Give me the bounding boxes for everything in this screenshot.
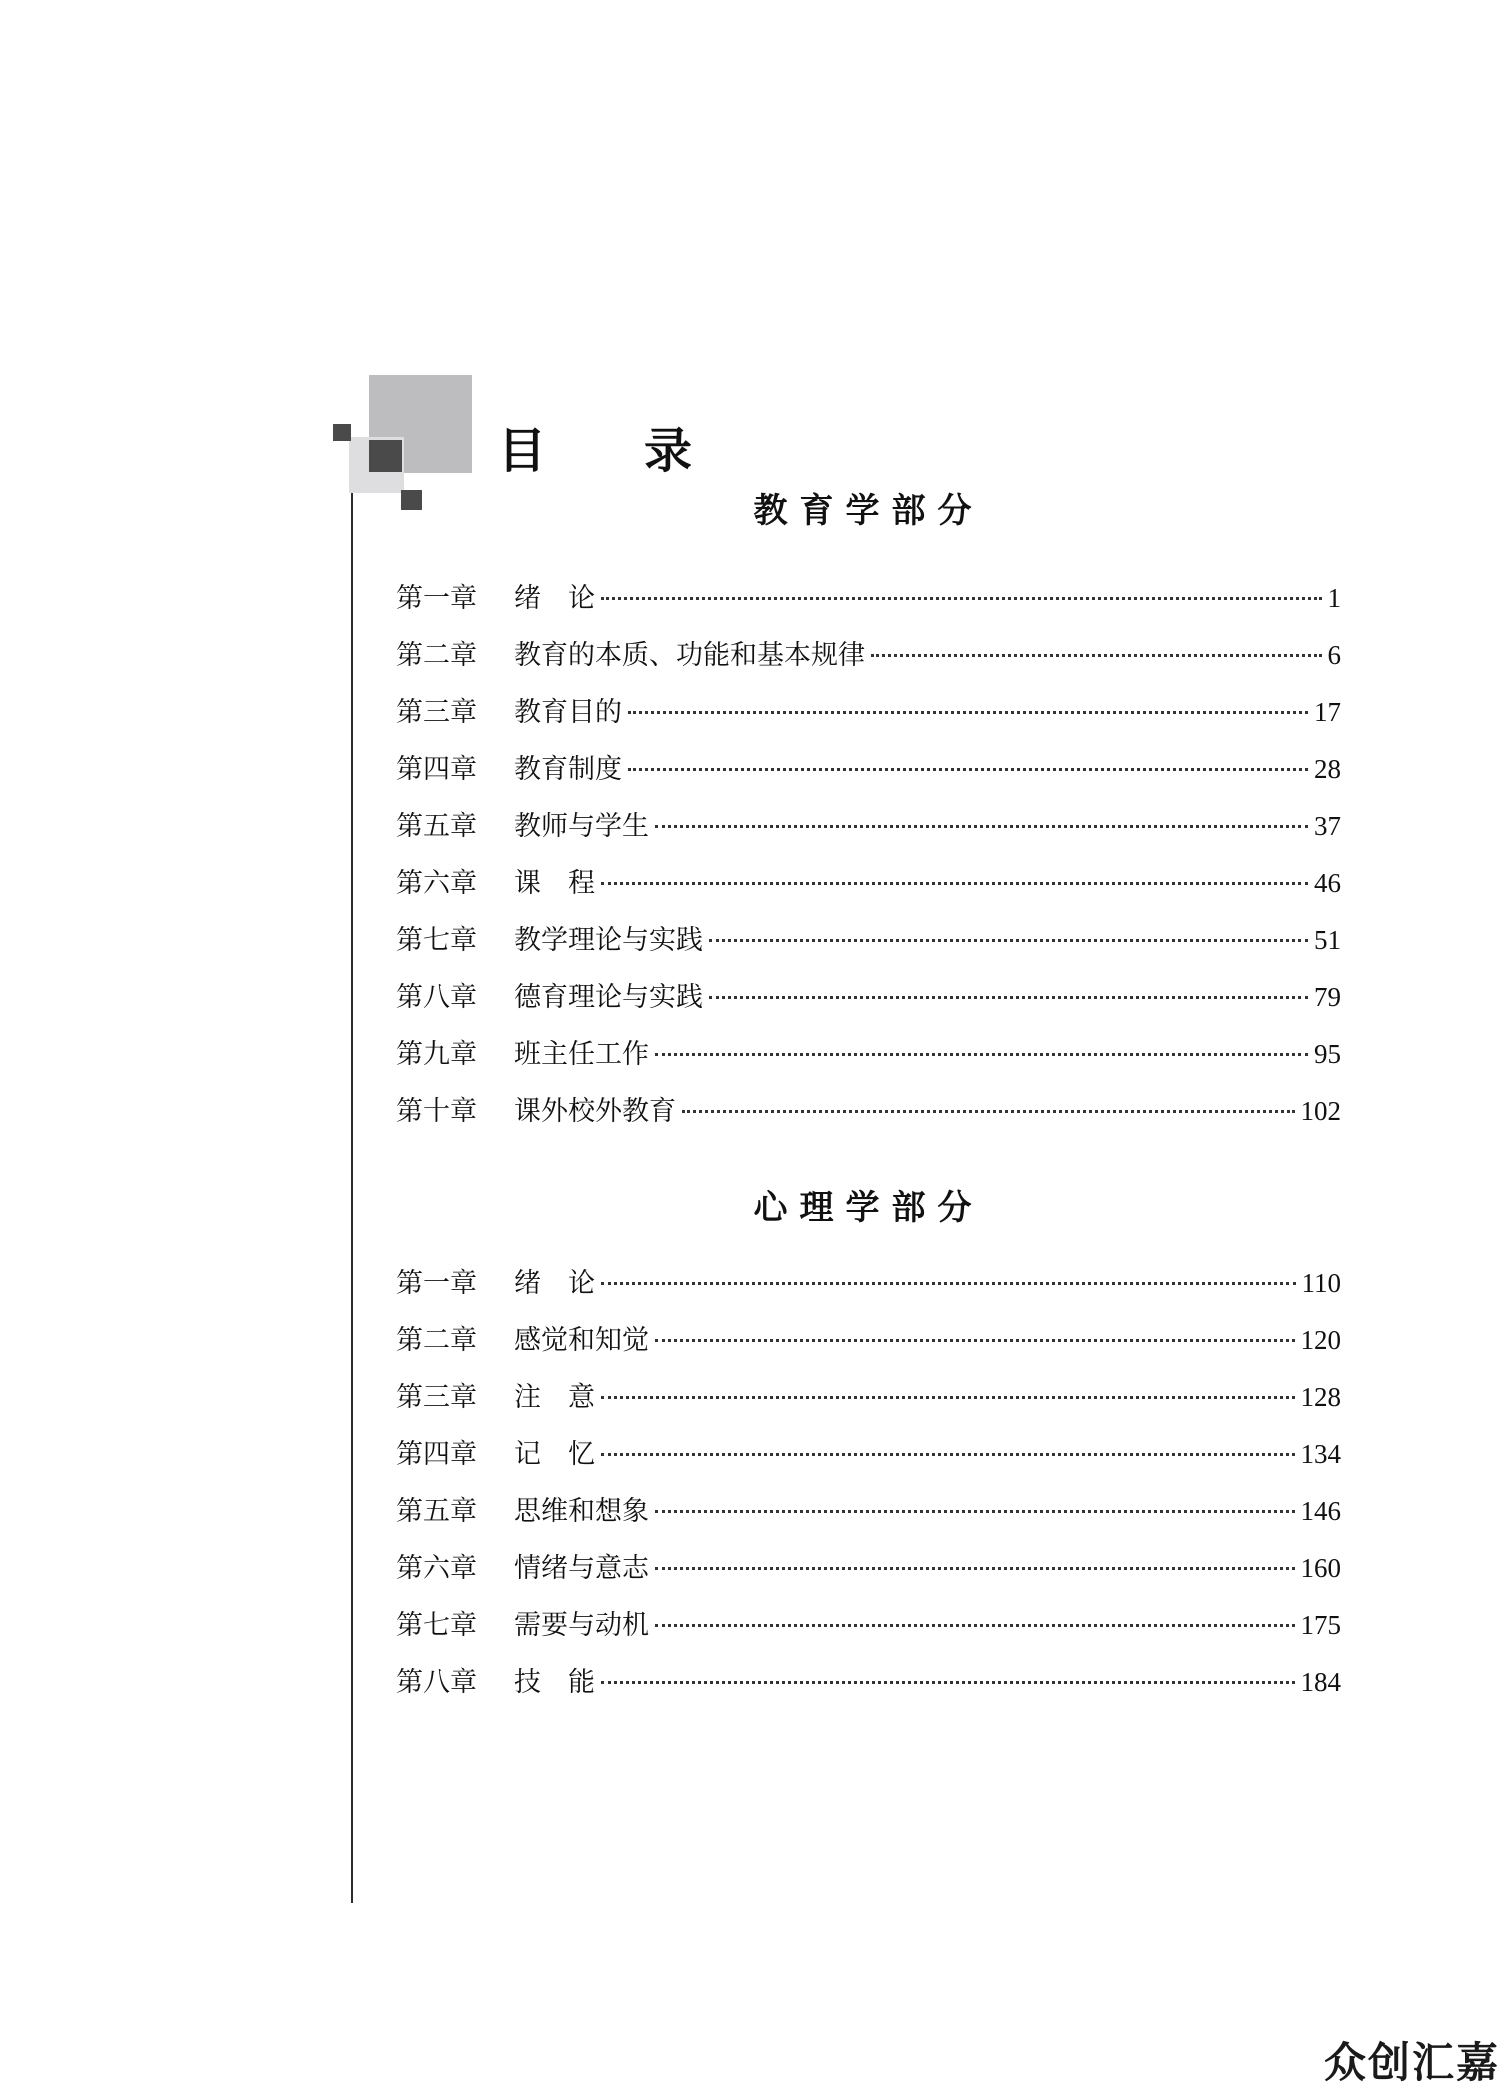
- page-number: 1: [1327, 583, 1341, 613]
- chapter-title: 教师与学生: [514, 811, 649, 842]
- page-number: 184: [1300, 1667, 1341, 1697]
- toc-entry[interactable]: [396, 861, 1341, 901]
- dot-leader: [628, 711, 1308, 714]
- page-title-char-1: 目: [498, 423, 547, 479]
- dot-leader: [601, 1681, 1295, 1684]
- chapter-title: 课 程: [514, 868, 595, 899]
- dot-leader: [601, 597, 1322, 600]
- chapter-title: 情绪与意志: [514, 1553, 649, 1584]
- toc-entry[interactable]: [396, 1660, 1341, 1700]
- chapter-title: 绪 论: [514, 1268, 595, 1299]
- chapter-number: 第六章: [396, 1553, 477, 1584]
- chapter-number: 第七章: [396, 925, 477, 956]
- toc-entry[interactable]: [396, 1375, 1341, 1415]
- dot-leader: [655, 1510, 1295, 1513]
- toc-entry[interactable]: [396, 1318, 1341, 1358]
- page-number: 160: [1300, 1553, 1341, 1583]
- chapter-number: 第三章: [396, 697, 477, 728]
- page-number: 37: [1314, 811, 1341, 841]
- toc-entry[interactable]: [396, 1546, 1341, 1586]
- decor-square-dark: [369, 440, 402, 472]
- page-number: 175: [1300, 1610, 1341, 1640]
- toc-entry[interactable]: [396, 747, 1341, 787]
- chapter-title: 班主任工作: [514, 1039, 649, 1070]
- dot-leader: [655, 825, 1308, 828]
- dot-leader: [709, 996, 1308, 999]
- chapter-number: 第十章: [396, 1096, 477, 1127]
- chapter-number: 第七章: [396, 1610, 477, 1641]
- toc-entry[interactable]: [396, 804, 1341, 844]
- page-number: 28: [1314, 754, 1341, 784]
- chapter-title: 教育目的: [514, 697, 622, 728]
- chapter-number: 第八章: [396, 1667, 477, 1698]
- section-heading-psychology: 心理学部分: [753, 1188, 984, 1228]
- toc-entry[interactable]: [396, 1489, 1341, 1529]
- chapter-title: 感觉和知觉: [514, 1325, 649, 1356]
- page-number: 17: [1314, 697, 1341, 727]
- page-number: 134: [1300, 1439, 1341, 1469]
- toc-entry[interactable]: [396, 1261, 1341, 1301]
- chapter-number: 第五章: [396, 811, 477, 842]
- chapter-number: 第一章: [396, 1268, 477, 1299]
- toc-entry[interactable]: [396, 576, 1341, 616]
- chapter-title: 需要与动机: [514, 1610, 649, 1641]
- chapter-number: 第五章: [396, 1496, 477, 1527]
- dot-leader: [655, 1053, 1308, 1056]
- chapter-number: 第六章: [396, 868, 477, 899]
- page-number: 128: [1300, 1382, 1341, 1412]
- chapter-number: 第四章: [396, 1439, 477, 1470]
- dot-leader: [655, 1339, 1295, 1342]
- chapter-number: 第二章: [396, 640, 477, 671]
- margin-rule: [351, 493, 353, 1903]
- chapter-title: 德育理论与实践: [514, 982, 703, 1013]
- page-number: 102: [1300, 1096, 1341, 1126]
- page-number: 120: [1300, 1325, 1341, 1355]
- toc-entry[interactable]: [396, 918, 1341, 958]
- chapter-title: 注 意: [514, 1382, 595, 1413]
- toc-entry[interactable]: [396, 975, 1341, 1015]
- dot-leader: [601, 1396, 1295, 1399]
- page-number: 110: [1301, 1268, 1341, 1298]
- chapter-title: 课外校外教育: [514, 1096, 676, 1127]
- toc-entry[interactable]: [396, 1603, 1341, 1643]
- chapter-title: 思维和想象: [514, 1496, 649, 1527]
- chapter-title: 教育的本质、功能和基本规律: [514, 640, 865, 671]
- dot-leader: [655, 1624, 1295, 1627]
- page-number: 6: [1327, 640, 1341, 670]
- dot-leader: [601, 1282, 1296, 1285]
- page-number: 51: [1314, 925, 1341, 955]
- dot-leader: [871, 654, 1322, 657]
- decor-square-small-left: [333, 424, 351, 441]
- dot-leader: [709, 939, 1308, 942]
- chapter-number: 第二章: [396, 1325, 477, 1356]
- dot-leader: [628, 768, 1308, 771]
- toc-entry[interactable]: [396, 1089, 1341, 1129]
- dot-leader: [655, 1567, 1295, 1570]
- watermark-logo: 众创汇嘉: [1323, 2038, 1500, 2087]
- page-title-char-2: 录: [644, 423, 693, 479]
- dot-leader: [601, 882, 1308, 885]
- page-number: 95: [1314, 1039, 1341, 1069]
- chapter-title: 教学理论与实践: [514, 925, 703, 956]
- page-number: 79: [1314, 982, 1341, 1012]
- dot-leader: [682, 1110, 1295, 1113]
- page-number: 146: [1300, 1496, 1341, 1526]
- chapter-number: 第一章: [396, 583, 477, 614]
- chapter-title: 教育制度: [514, 754, 622, 785]
- chapter-number: 第四章: [396, 754, 477, 785]
- page-title: [498, 412, 692, 481]
- chapter-title: 记 忆: [514, 1439, 595, 1470]
- chapter-title: 技 能: [514, 1667, 595, 1698]
- toc-entry[interactable]: [396, 1432, 1341, 1472]
- toc-entry[interactable]: [396, 690, 1341, 730]
- chapter-number: 第八章: [396, 982, 477, 1013]
- chapter-title: 绪 论: [514, 583, 595, 614]
- section-heading-pedagogy: 教育学部分: [753, 491, 984, 531]
- toc-entry[interactable]: [396, 1032, 1341, 1072]
- toc-entry[interactable]: [396, 633, 1341, 673]
- page-number: 46: [1314, 868, 1341, 898]
- chapter-number: 第三章: [396, 1382, 477, 1413]
- dot-leader: [601, 1453, 1295, 1456]
- chapter-number: 第九章: [396, 1039, 477, 1070]
